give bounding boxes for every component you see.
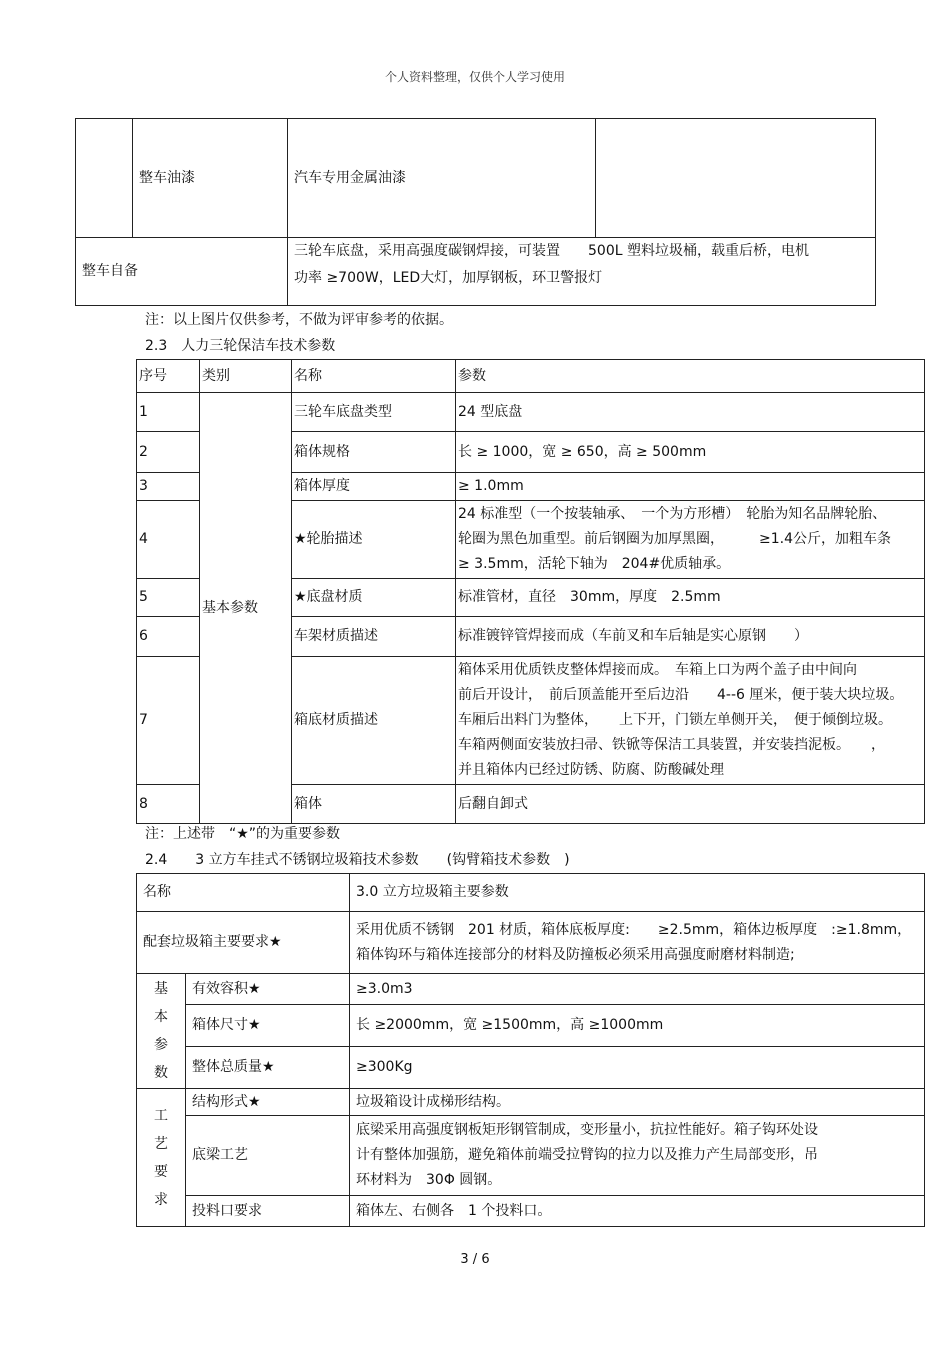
req-value <box>350 912 925 974</box>
row-no: 3 <box>137 473 200 501</box>
row-name: 三轮车底盘类型 <box>292 393 456 432</box>
row-name: 箱体 <box>292 785 456 824</box>
row-name: 底梁工艺 <box>186 1116 350 1196</box>
text-line: 环材料为 30Φ 圆钢。 <box>356 1172 502 1188</box>
label-char: 参 <box>154 1037 168 1053</box>
group-basic-params-label <box>137 974 186 1089</box>
col-header-no: 序号 <box>137 360 200 393</box>
section-2-4-title: 2.4 3 立方车挂式不锈钢垃圾箱技术参数 (钩臂箱技术参数 ) <box>145 852 570 868</box>
group-process-requirements-label <box>137 1089 186 1227</box>
row-name: 箱底材质描述 <box>292 657 456 785</box>
row-value: 长 ≥ 1000，宽 ≥ 650，高 ≥ 500mm <box>456 432 925 473</box>
label-char: 基 <box>154 981 168 997</box>
cell-paint-label: 整车油漆 <box>133 119 288 238</box>
cell-paint-extra <box>596 119 876 238</box>
note-images: 注：以上图片仅供参考，不做为评审参考的依据。 <box>145 312 453 328</box>
row-value <box>456 657 925 785</box>
head-name: 名称 <box>137 874 350 912</box>
row-value: ≥300Kg <box>350 1047 925 1089</box>
row-value: ≥ 1.0mm <box>456 473 925 501</box>
row-no: 1 <box>137 393 200 432</box>
text-line: 底梁采用高强度钢板矩形钢管制成，变形量小，抗拉性能好。箱子钩环处设 <box>356 1122 818 1138</box>
row-value <box>456 501 925 579</box>
row-name: 投料口要求 <box>186 1196 350 1227</box>
text-line: 并且箱体内已经过防锈、防腐、防酸碱处理 <box>458 762 724 778</box>
row-value: 标准管材，直径 30mm，厚度 2.5mm <box>456 579 925 617</box>
row-name: 箱体尺寸★ <box>186 1005 350 1047</box>
tricycle-params-table <box>136 359 925 824</box>
text-line: 车箱两侧面安装放扫帚、铁锨等保洁工具装置，并安装挡泥板。 ， <box>458 737 885 753</box>
vehicle-table <box>75 118 876 306</box>
text-line: 前后开设计， 前后顶盖能开至后边沿 4--6 厘米，便于装大块垃圾。 <box>458 687 904 703</box>
row-no: 4 <box>137 501 200 579</box>
row-name: 箱体规格 <box>292 432 456 473</box>
row-no: 5 <box>137 579 200 617</box>
row-no: 6 <box>137 617 200 657</box>
row-value: 后翻自卸式 <box>456 785 925 824</box>
text-line: 箱体钩环与箱体连接部分的材料及防撞板必须采用高强度耐磨材料制造; <box>356 946 795 963</box>
col-header-name: 名称 <box>292 360 456 393</box>
row-name: 结构形式★ <box>186 1089 350 1116</box>
row-name: 箱体厚度 <box>292 473 456 501</box>
row-name: ★底盘材质 <box>292 579 456 617</box>
garbage-box-table <box>136 873 925 1227</box>
row-name: 有效容积★ <box>186 974 350 1005</box>
text-line: 三轮车底盘，采用高强度碳钢焊接，可装置 500L 塑料垃圾桶，载重后桥，电机 <box>294 243 809 259</box>
text-line: 箱体采用优质铁皮整体焊接而成。 车箱上口为两个盖子由中间向 <box>458 662 857 678</box>
category-basic-params: 基本参数 <box>200 393 292 824</box>
cell-self-equip-label: 整车自备 <box>76 238 288 306</box>
text-line: ≥ 3.5mm，活轮下轴为 204#优质轴承。 <box>458 556 731 572</box>
label-char: 工 <box>154 1107 168 1124</box>
row-no: 2 <box>137 432 200 473</box>
row-value: 24 型底盘 <box>456 393 925 432</box>
row-no: 7 <box>137 657 200 785</box>
row-value: 长 ≥2000mm，宽 ≥1500mm，高 ≥1000mm <box>350 1005 925 1047</box>
row-no: 8 <box>137 785 200 824</box>
label-char: 艺 <box>154 1135 168 1152</box>
text-line: 采用优质不锈钢 201 材质，箱体底板厚度: ≥2.5mm，箱体边板厚度 :≥1.8mm， <box>356 921 912 938</box>
row-value <box>350 1116 925 1196</box>
page-header: 个人资料整理，仅供个人学习使用 <box>384 70 565 84</box>
row-value: ≥3.0m3 <box>350 974 925 1005</box>
head-value: 3.0 立方垃圾箱主要参数 <box>350 874 925 912</box>
label-char: 求 <box>154 1191 168 1208</box>
text-line: 轮圈为黑色加重型。前后钢圈为加厚黑圈， ≥1.4公斤，加粗车条 <box>458 531 891 547</box>
row-name: ★轮胎描述 <box>292 501 456 579</box>
row-value: 标准镀锌管焊接而成（车前叉和车后轴是实心原钢 ） <box>456 617 925 657</box>
cell-paint-value: 汽车专用金属油漆 <box>288 119 596 238</box>
empty-cell <box>76 119 133 238</box>
note-important: 注：上述带 “★”的为重要参数 <box>145 826 341 842</box>
page-number: 3 / 6 <box>460 1252 490 1267</box>
text-line: 24 标准型（一个按装轴承、 一个为方形槽） 轮胎为知名品牌轮胎、 <box>458 506 887 522</box>
text-line: 车厢后出料门为整体， 上下开，门锁左单侧开关， 便于倾倒垃圾。 <box>458 712 892 728</box>
row-value: 箱体左、右侧各 1 个投料口。 <box>350 1196 925 1227</box>
text-line: 计有整体加强筋，避免箱体前端受拉臂钩的拉力以及推力产生局部变形，吊 <box>356 1147 818 1163</box>
text-line: 功率 ≥700W，LED大灯，加厚钢板，环卫警报灯 <box>294 270 603 286</box>
row-value: 垃圾箱设计成梯形结构。 <box>350 1089 925 1116</box>
col-header-category: 类别 <box>200 360 292 393</box>
label-char: 数 <box>154 1065 168 1081</box>
label-char: 本 <box>154 1009 168 1025</box>
req-label: 配套垃圾箱主要要求★ <box>137 912 350 974</box>
section-2-3-title: 2.3 人力三轮保洁车技术参数 <box>145 338 336 354</box>
row-name: 车架材质描述 <box>292 617 456 657</box>
row-name: 整体总质量★ <box>186 1047 350 1089</box>
cell-self-equip-value <box>288 238 876 306</box>
col-header-params: 参数 <box>456 360 925 393</box>
label-char: 要 <box>154 1163 168 1180</box>
